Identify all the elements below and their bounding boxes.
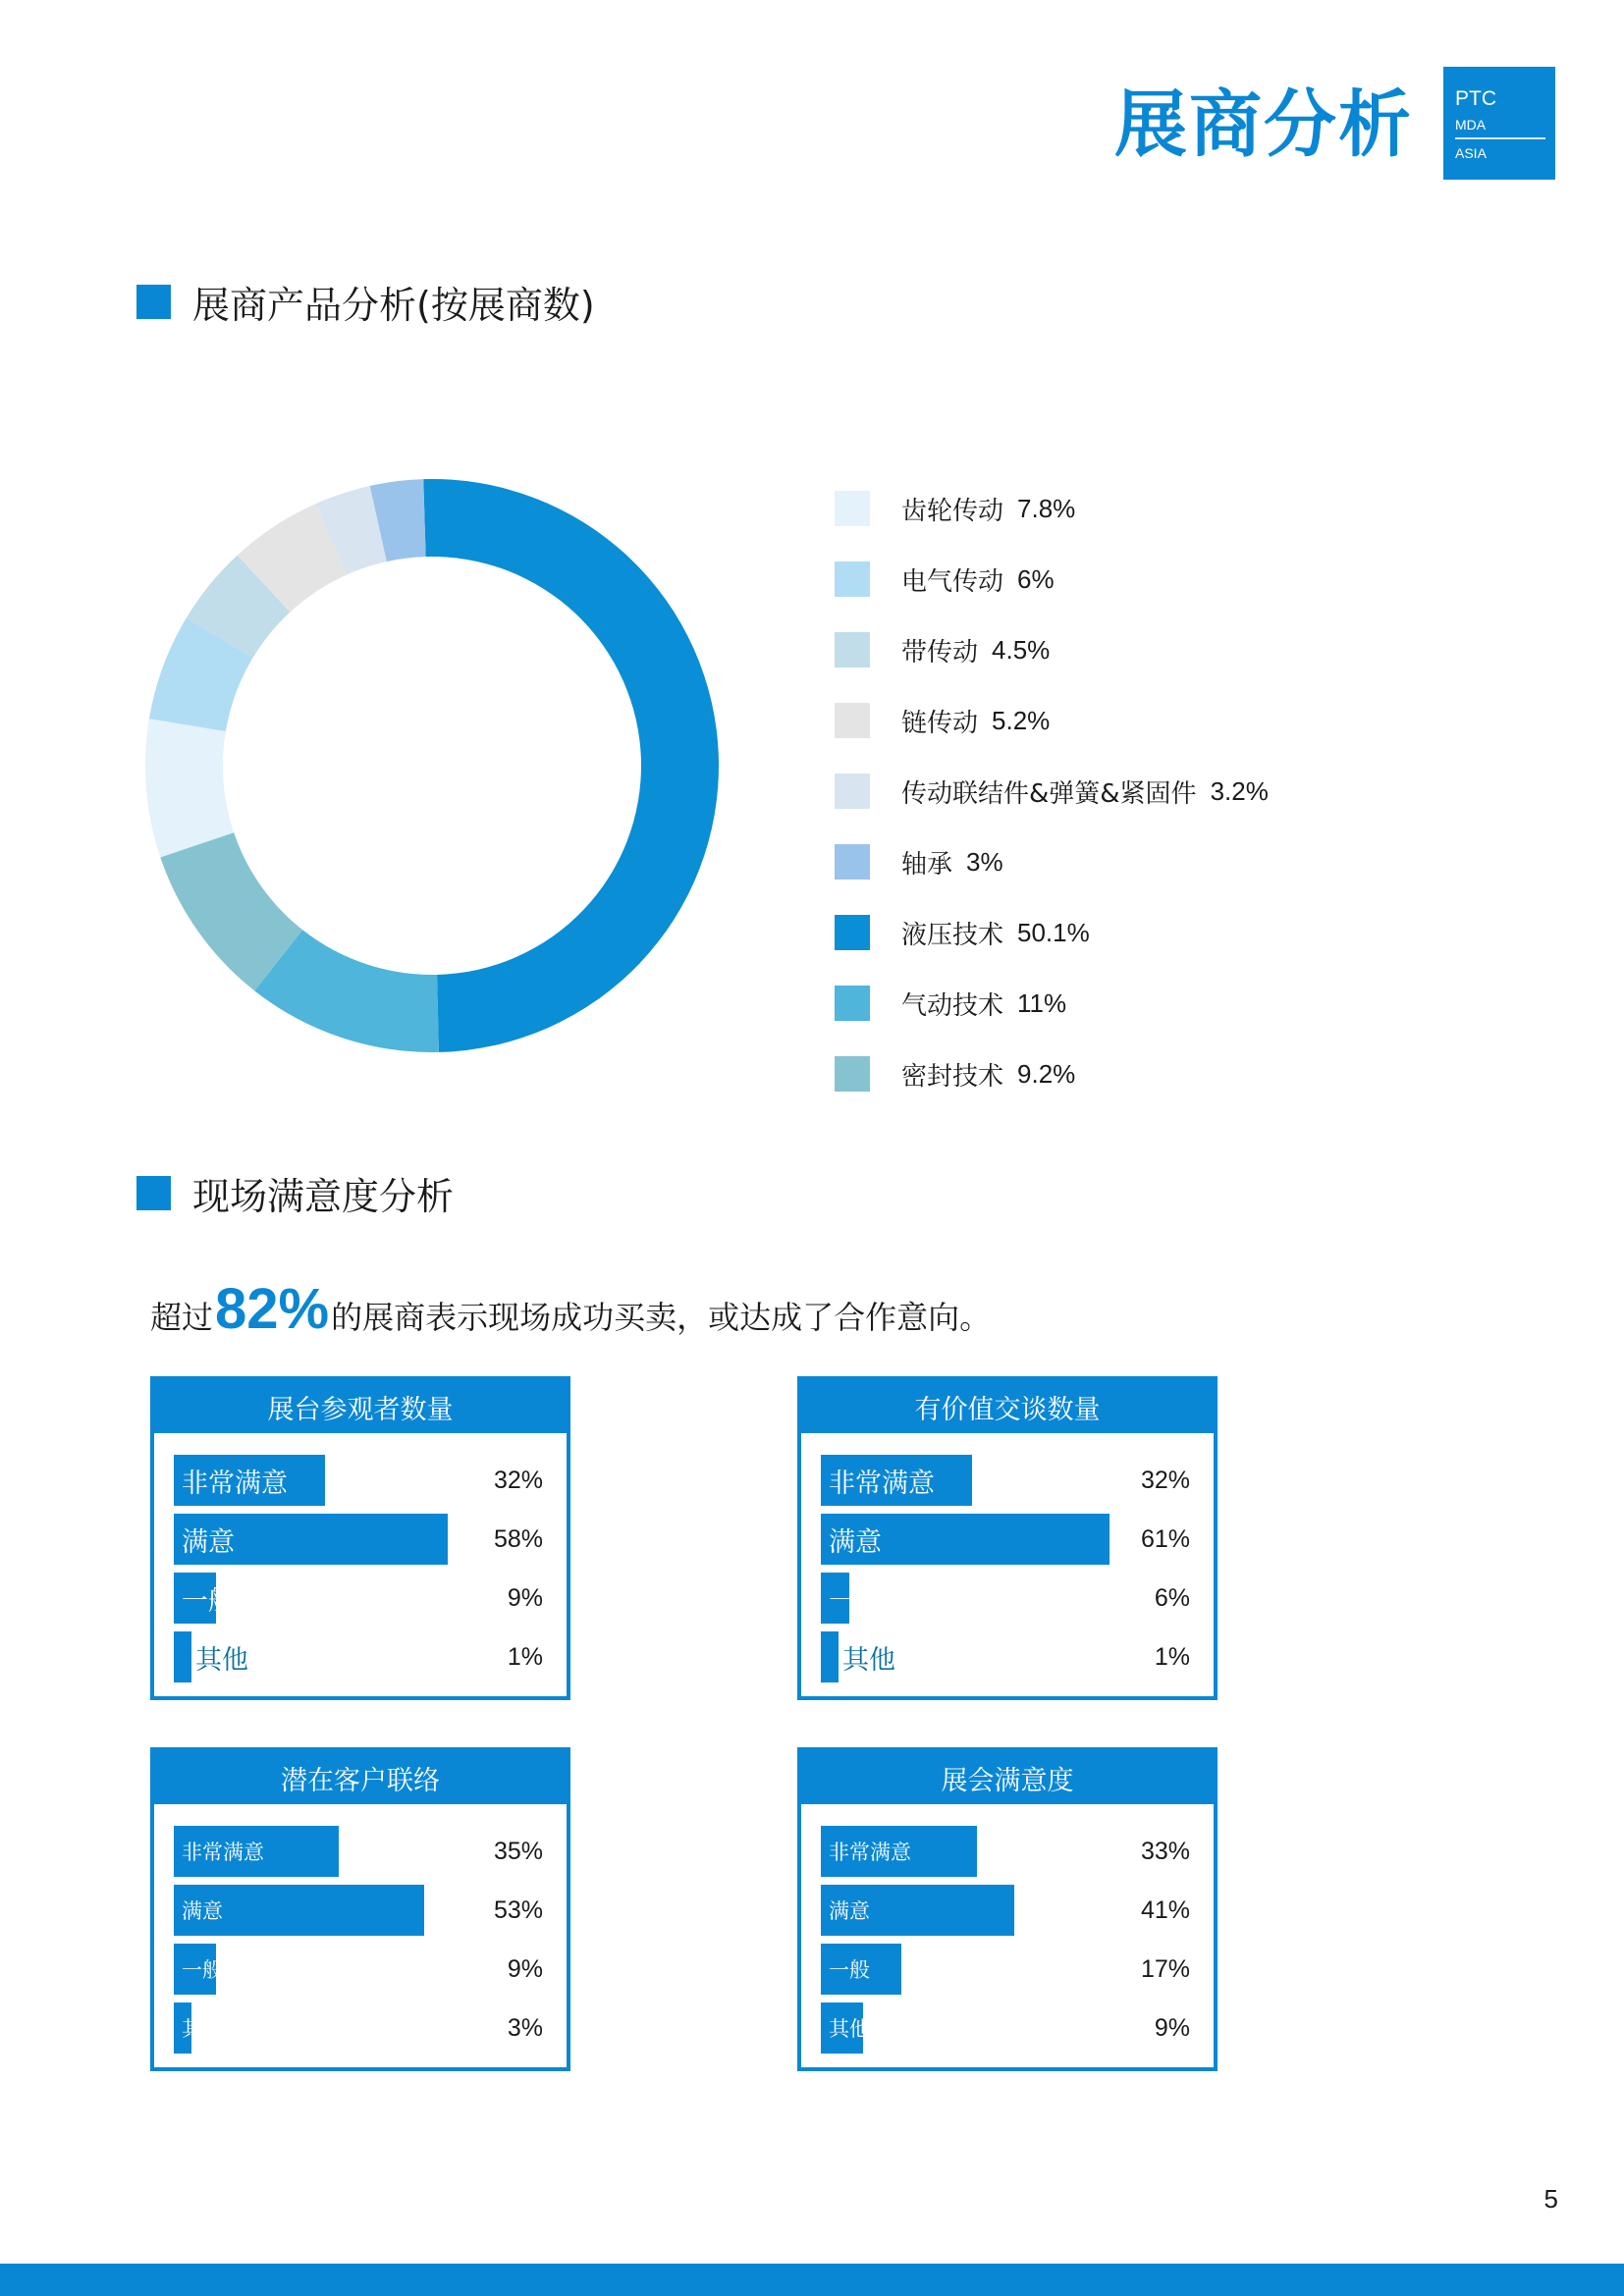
bar-row	[174, 1455, 543, 1508]
bar-label: 非常满意	[182, 1468, 288, 1499]
bar-row	[174, 1826, 543, 1879]
bar-row	[821, 1826, 1190, 1879]
legend-swatch	[835, 632, 870, 667]
logo-divider	[1455, 137, 1545, 139]
section-title-products: 展商产品分析(按展商数)	[192, 283, 595, 327]
highlight-sentence	[150, 1276, 991, 1355]
legend-value: 3%	[966, 846, 1003, 877]
section-square-icon	[136, 1176, 171, 1210]
bar-value: 58%	[493, 1524, 543, 1553]
legend-label: 传动联结件&弹簧&紧固件	[901, 778, 1197, 809]
legend-label: 带传动	[901, 637, 979, 667]
panel-title: 展台参观者数量	[154, 1380, 567, 1433]
ptc-logo	[1443, 67, 1555, 180]
bar-value: 32%	[1140, 1466, 1190, 1494]
legend-item	[835, 897, 1269, 968]
legend-swatch	[835, 1056, 870, 1092]
bar-row	[174, 1514, 543, 1567]
legend-value: 50.1%	[1017, 917, 1090, 947]
bar-row	[821, 1514, 1190, 1567]
legend-value: 7.8%	[1017, 493, 1076, 523]
page-number: 5	[1543, 2184, 1558, 2214]
panel-title: 有价值交谈数量	[801, 1380, 1214, 1433]
section-square-icon	[136, 285, 171, 319]
bar-label: 其他	[195, 1644, 248, 1676]
bar-value: 6%	[1154, 1583, 1190, 1612]
bar	[174, 1631, 191, 1682]
legend-swatch	[835, 844, 870, 880]
bar-label: 满意	[829, 1899, 870, 1923]
legend-label: 气动技术	[901, 990, 1004, 1021]
legend-swatch	[835, 561, 870, 597]
donut-slice-7	[423, 479, 719, 1052]
legend-value: 4.5%	[992, 634, 1051, 665]
bar-label: 非常满意	[829, 1841, 911, 1864]
bar-value: 1%	[507, 1642, 543, 1671]
bar-value: 1%	[1154, 1642, 1190, 1671]
legend-swatch	[835, 774, 870, 809]
bar-panel-booth-visitors	[150, 1376, 570, 1700]
bar-panel-potential-contacts	[150, 1747, 570, 2071]
legend-swatch	[835, 915, 870, 950]
bar-value: 53%	[493, 1896, 543, 1924]
bar-label: 满意	[182, 1899, 223, 1923]
bar-label: 一般	[182, 1585, 235, 1617]
legend-item	[835, 968, 1269, 1039]
legend-item	[835, 756, 1269, 827]
legend-label: 链传动	[901, 708, 979, 738]
bar-label: 满意	[829, 1526, 882, 1558]
bar-label: 一般	[829, 1958, 870, 1982]
bar-label: 一般	[182, 1958, 223, 1982]
bar-panel-fair-satisfaction	[797, 1747, 1218, 2071]
bar-row	[174, 1885, 543, 1938]
legend-item	[835, 827, 1269, 897]
bar-label: 非常满意	[829, 1468, 935, 1499]
product-donut-chart	[118, 452, 746, 1080]
highlight-suffix: 的展商表示现场成功买卖，或达成了合作意向。	[331, 1299, 992, 1336]
bar-label: 其他	[829, 2017, 870, 2041]
legend-value: 9.2%	[1017, 1058, 1076, 1089]
legend-value: 11%	[1017, 988, 1067, 1018]
bar-value: 33%	[1140, 1837, 1190, 1865]
footer-bar	[0, 2264, 1624, 2296]
panel-title: 潜在客户联络	[154, 1751, 567, 1804]
bar-row	[174, 1631, 543, 1684]
legend-label: 密封技术	[901, 1061, 1004, 1092]
bar-value: 9%	[507, 1954, 543, 1983]
highlight-prefix: 超过	[150, 1299, 214, 1336]
legend-value: 3.2%	[1210, 775, 1269, 806]
bar-value: 9%	[1154, 2013, 1190, 2042]
legend-item	[835, 544, 1269, 614]
section-title-satisfaction: 现场满意度分析	[192, 1174, 455, 1218]
bar-label: 满意	[182, 1526, 235, 1558]
bar-value: 9%	[507, 1583, 543, 1612]
logo-line-asia: ASIA	[1455, 145, 1487, 161]
bar-row	[174, 2002, 543, 2056]
panel-title: 展会满意度	[801, 1751, 1214, 1804]
bar-value: 35%	[493, 1837, 543, 1865]
legend-label: 轴承	[901, 849, 953, 880]
bar-panel-valuable-talks	[797, 1376, 1218, 1700]
bar-label: 一般	[829, 1585, 882, 1617]
bar	[821, 1631, 839, 1682]
bar-value: 41%	[1140, 1896, 1190, 1924]
legend-value: 6%	[1017, 563, 1055, 594]
legend-value: 5.2%	[992, 705, 1051, 735]
bar-row	[821, 2002, 1190, 2056]
bar-row	[174, 1573, 543, 1626]
bar-row	[821, 1573, 1190, 1626]
legend-item	[835, 1039, 1269, 1109]
bar-value: 32%	[493, 1466, 543, 1494]
legend-item	[835, 685, 1269, 756]
logo-line-mda: MDA	[1455, 117, 1487, 133]
section-heading-satisfaction	[136, 1168, 454, 1217]
bar-label: 非常满意	[182, 1841, 264, 1864]
legend-item	[835, 614, 1269, 685]
bar-row	[821, 1631, 1190, 1684]
section-heading-products	[136, 277, 595, 326]
legend-item	[835, 473, 1269, 544]
legend-label: 齿轮传动	[901, 496, 1004, 526]
legend-label: 电气传动	[901, 566, 1004, 597]
highlight-percent: 82%	[215, 1277, 330, 1341]
legend-swatch	[835, 703, 870, 738]
bar-value: 17%	[1140, 1954, 1190, 1983]
bar-row	[821, 1455, 1190, 1508]
bar-value: 61%	[1140, 1524, 1190, 1553]
bar-label: 其他	[842, 1644, 895, 1676]
bar-row	[821, 1885, 1190, 1938]
page-title: 展商分析	[1114, 82, 1413, 167]
logo-line-ptc: PTC	[1455, 87, 1496, 110]
donut-slice-1	[145, 719, 234, 857]
legend-swatch	[835, 491, 870, 526]
donut-legend	[835, 473, 1269, 1109]
bar-row	[821, 1944, 1190, 1997]
bar-label: 其他	[182, 2017, 223, 2041]
bar-value: 3%	[507, 2013, 543, 2042]
bar-row	[174, 1944, 543, 1997]
legend-label: 液压技术	[901, 920, 1004, 950]
legend-swatch	[835, 986, 870, 1021]
